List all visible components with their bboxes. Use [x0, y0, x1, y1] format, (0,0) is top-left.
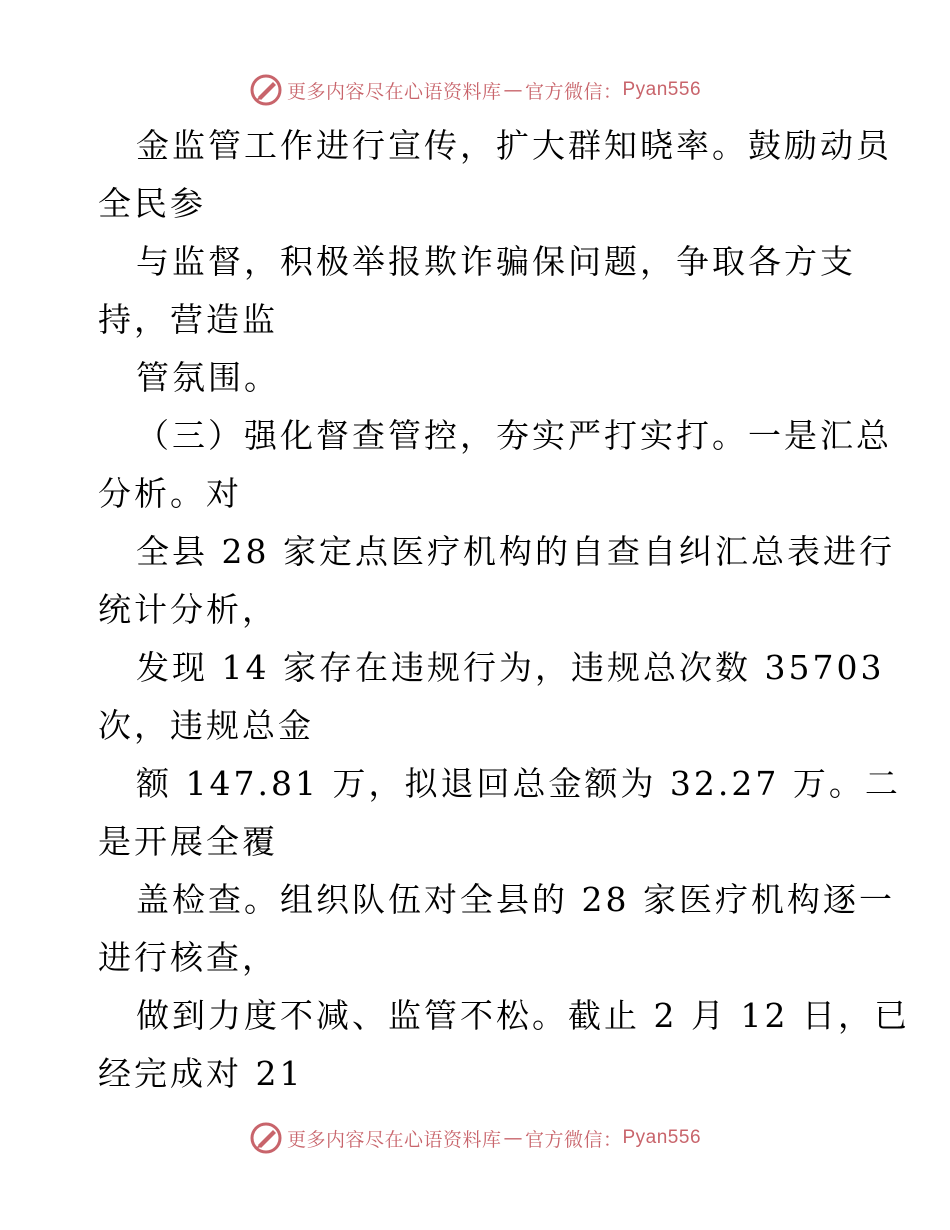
text-line: 持，营造监: [98, 300, 278, 339]
text-line: 次，违规总金: [98, 706, 314, 745]
quill-pen-logo-icon: [249, 1121, 283, 1155]
text-line: 分析。对: [98, 474, 242, 513]
watermark-official: 官方微信：: [524, 1128, 623, 1151]
text-line: 进行核查，: [98, 938, 278, 977]
text-line: 是开展全覆: [98, 822, 278, 861]
text-line: 全县 28 家定点医疗机构的自查自纠汇总表进行: [136, 532, 895, 571]
watermark-id: Pyan556: [622, 1127, 702, 1148]
watermark-official: 官方微信：: [524, 80, 623, 103]
text-line: 金监管工作进行宣传，扩大群知晓率。鼓励动员: [136, 126, 892, 165]
text-line: （三）强化督查管控，夯实严打实打。一是汇总: [136, 416, 892, 455]
text-line: 额 147.81 万，拟退回总金额为 32.27 万。二: [136, 764, 901, 803]
watermark-separator: —: [503, 1127, 523, 1149]
text-line: 管氛围。: [136, 358, 280, 397]
text-line: 全民参: [98, 184, 206, 223]
header-watermark: [0, 70, 950, 110]
text-line: 统计分析，: [98, 590, 278, 629]
footer-watermark: [0, 1118, 950, 1158]
text-line: 盖检查。组织队伍对全县的 28 家医疗机构逐一: [136, 880, 895, 919]
watermark-text: 更多内容尽在心语资料库: [286, 1128, 502, 1151]
text-line: 做到力度不减、监管不松。截止 2 月 12 日，已: [136, 996, 910, 1035]
text-line: 与监督，积极举报欺诈骗保问题，争取各方支: [136, 242, 856, 281]
quill-pen-logo-icon: [249, 73, 283, 107]
text-line: 发现 14 家存在违规行为，违规总次数 35703: [136, 648, 885, 687]
watermark-separator: —: [503, 79, 523, 101]
text-line: 经完成对 21: [98, 1054, 304, 1093]
watermark-text: 更多内容尽在心语资料库: [286, 80, 502, 103]
watermark-id: Pyan556: [622, 79, 702, 100]
